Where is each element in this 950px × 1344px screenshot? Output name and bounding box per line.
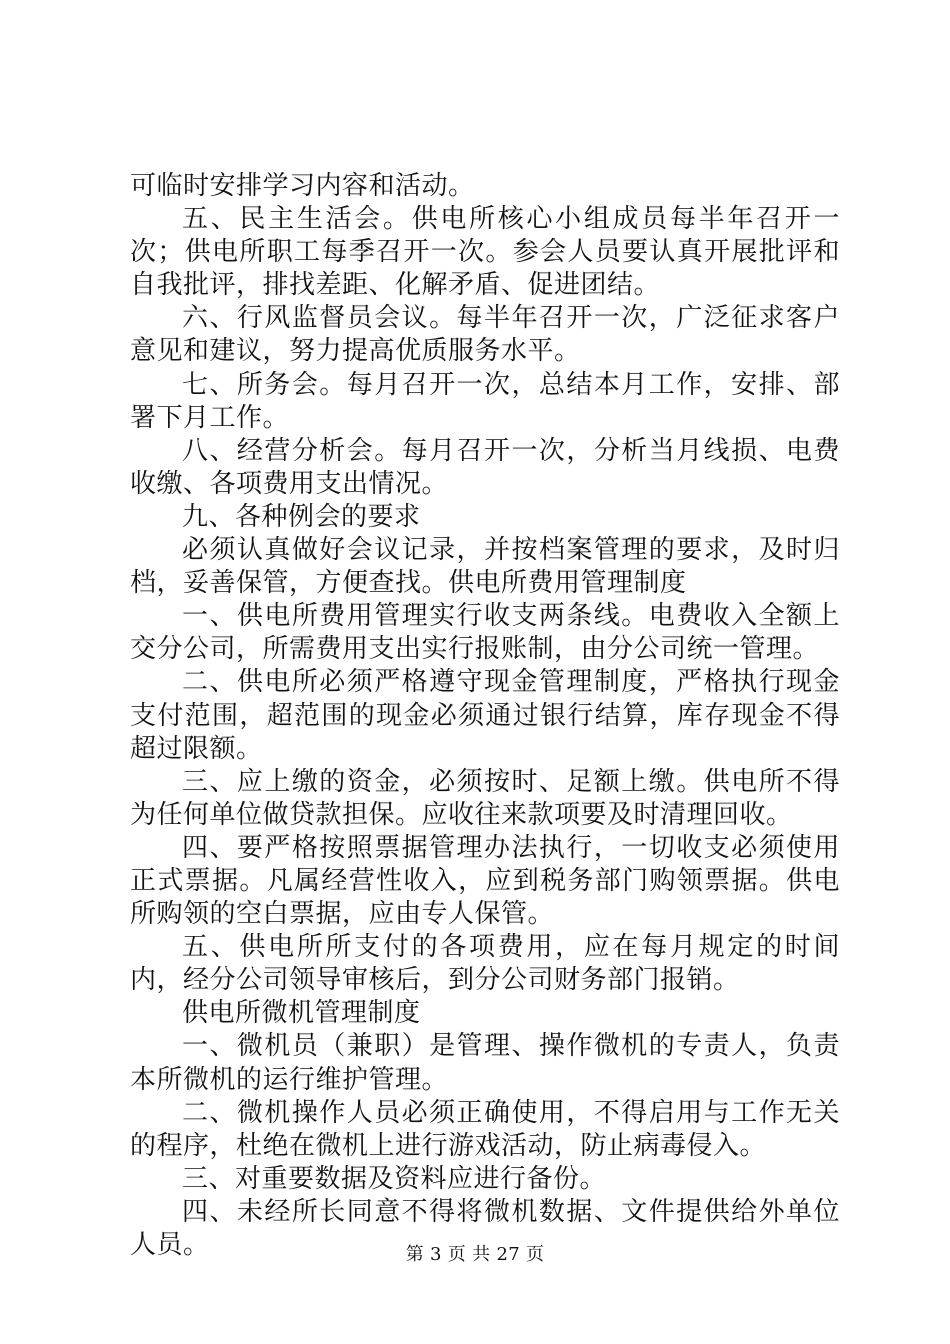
section-heading: 供电所微机管理制度 (182, 998, 421, 1029)
paragraph: 一、供电所费用管理实行收支两条线。电费收入全额上交分公司，所需费用支出实行报账制，由分公司统一管理。 (130, 601, 840, 665)
paragraph: 九、各种例会的要求 (182, 501, 421, 532)
paragraph: 二、微机操作人员必须正确使用，不得启用与工作无关的程序，杜绝在微机上进行游戏活动，防止病毒侵入。 (130, 1097, 840, 1161)
paragraph: 八、经营分析会。每月召开一次，分析当月线损、电费收缴、各项费用支出情况。 (130, 435, 840, 499)
paragraph: 必须认真做好会议记录，并按档案管理的要求，及时归档，妥善保管，方便查找。供电所费用管理制度 (130, 535, 840, 599)
paragraph: 二、供电所必须严格遵守现金管理制度，严格执行现金支付范围，超范围的现金必须通过银行结算，库存现金不得超过限额。 (130, 667, 840, 764)
paragraph: 五、供电所所支付的各项费用，应在每月规定的时间内，经分公司领导审核后，到分公司财务部门报销。 (130, 932, 840, 996)
paragraph: 一、微机员（兼职）是管理、操作微机的专责人，负责本所微机的运行维护管理。 (130, 1031, 840, 1095)
paragraph: 四、未经所长同意不得将微机数据、文件提供给外单位人员。 (130, 1196, 840, 1260)
paragraph: 可临时安排学习内容和活动。 (130, 171, 475, 201)
page-number-footer: 第 3 页 共 27 页 (405, 1244, 545, 1265)
paragraph: 三、应上缴的资金，必须按时、足额上缴。供电所不得为任何单位做贷款担保。应收往来款项要及时清理回收。 (130, 766, 840, 830)
document-body (130, 170, 840, 1262)
paragraph: 五、民主生活会。供电所核心小组成员每半年召开一次；供电所职工每季召开一次。参会人员要认真开展批评和自我批评，排找差距、化解矛盾、促进团结。 (130, 204, 840, 301)
paragraph: 七、所务会。每月召开一次，总结本月工作，安排、部署下月工作。 (130, 369, 840, 433)
paragraph: 三、对重要数据及资料应进行备份。 (182, 1163, 607, 1194)
paragraph: 四、要严格按照票据管理办法执行，一切收支必须使用正式票据。凡属经营性收入，应到税务部门购领票据。供电所购领的空白票据，应由专人保管。 (130, 832, 840, 930)
paragraph: 六、行风监督员会议。每半年召开一次，广泛征求客户意见和建议，努力提高优质服务水平。 (130, 303, 840, 367)
